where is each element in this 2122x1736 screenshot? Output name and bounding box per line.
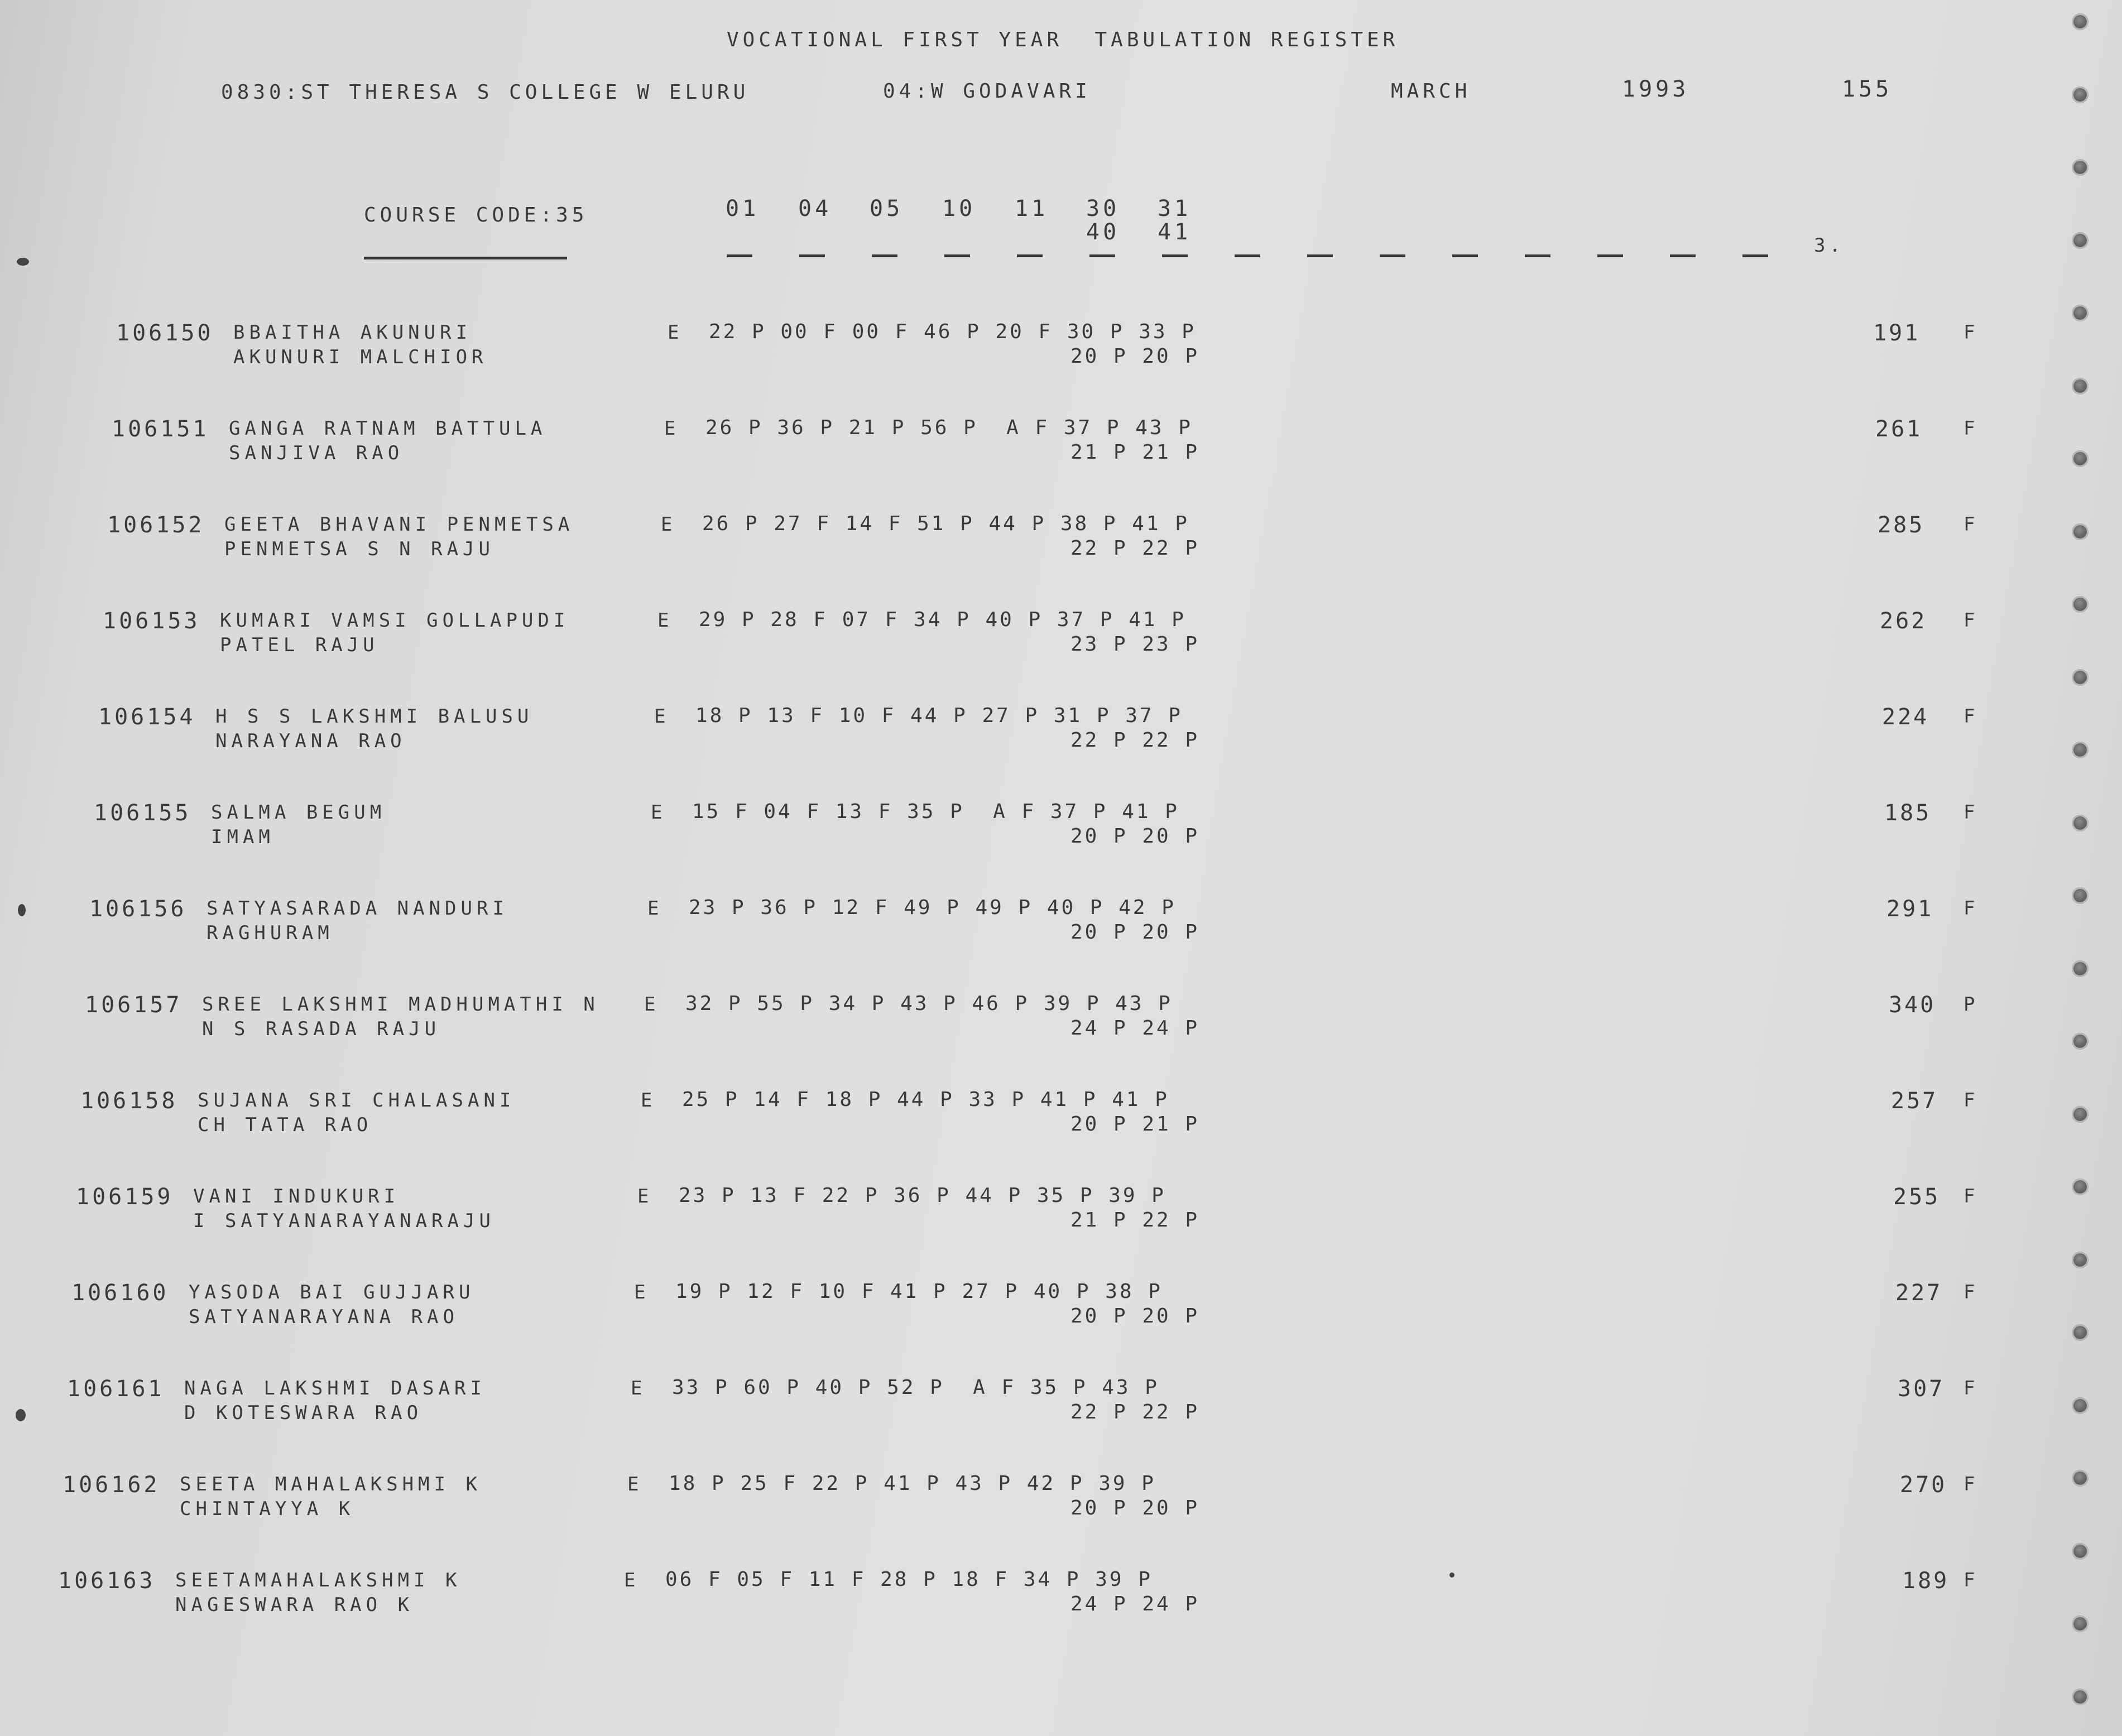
perforation-hole <box>2072 1033 2089 1050</box>
perforation-hole <box>2072 86 2089 103</box>
marks-row-1: 22 P 00 F 00 F 46 P 20 F 30 P 33 P <box>709 320 1196 343</box>
student-row <box>0 896 2009 946</box>
perforation-hole <box>2072 596 2089 613</box>
marks-row-2: 22 P 22 P <box>1070 1401 1200 1424</box>
total-marks: 307 <box>1898 1376 1945 1402</box>
subject-code: 41 <box>1158 219 1192 245</box>
subject-dash <box>727 254 752 257</box>
marks-row-2: 20 P 20 P <box>1070 1497 1200 1519</box>
total-marks: 340 <box>1889 992 1936 1018</box>
marks-row-2: 20 P 20 P <box>1070 825 1200 848</box>
marks-row-2: 24 P 24 P <box>1070 1017 1200 1040</box>
result-status: F <box>1963 1473 1975 1495</box>
exam-month: MARCH <box>1391 80 1471 103</box>
result-status: F <box>1963 801 1975 824</box>
total-marks: 224 <box>1882 704 1929 730</box>
parent-name: D KOTESWARA RAO <box>184 1402 423 1424</box>
perforation-hole <box>2072 1324 2089 1341</box>
total-marks: 261 <box>1875 416 1923 442</box>
medium-code: E <box>668 321 679 344</box>
medium-code: E <box>634 1281 646 1304</box>
subject-dash <box>872 254 897 257</box>
subject-dash <box>1525 254 1550 257</box>
student-name: SREE LAKSHMI MADHUMATHI N <box>202 993 599 1016</box>
perforation-hole <box>2072 815 2089 831</box>
marks-row-2: 20 P 20 P <box>1070 1305 1200 1328</box>
marks-row-2: 23 P 23 P <box>1070 633 1200 656</box>
roll-number: 106158 <box>80 1088 178 1114</box>
subject-code: 31 <box>1158 196 1192 222</box>
subject-dash <box>1597 254 1623 257</box>
roll-number: 106153 <box>103 608 200 634</box>
perforation-hole <box>2072 232 2089 249</box>
student-row <box>0 800 2009 850</box>
roll-number: 106150 <box>116 320 214 346</box>
total-marks: 191 <box>1873 320 1921 346</box>
roll-number: 106152 <box>107 512 205 538</box>
student-name: NAGA LAKSHMI DASARI <box>184 1377 486 1400</box>
perforation-hole <box>2072 1179 2089 1195</box>
student-row <box>0 992 2009 1042</box>
total-marks: 227 <box>1895 1280 1943 1306</box>
roll-number: 106160 <box>71 1280 169 1306</box>
roll-number: 106157 <box>85 992 183 1018</box>
subject-code: 40 <box>1086 219 1120 245</box>
roll-number: 106156 <box>89 896 187 922</box>
marks-row-2: 20 P 21 P <box>1070 1113 1200 1136</box>
roll-number: 106161 <box>67 1376 165 1402</box>
marks-row-1: 23 P 13 F 22 P 36 P 44 P 35 P 39 P <box>679 1184 1166 1207</box>
marks-row-1: 26 P 27 F 14 F 51 P 44 P 38 P 41 P <box>702 512 1189 535</box>
marks-row-2: 21 P 21 P <box>1070 441 1200 464</box>
subject-dash <box>1307 254 1333 257</box>
medium-code: E <box>624 1569 636 1591</box>
student-name: YASODA BAI GUJJARU <box>189 1281 475 1304</box>
result-status: F <box>1963 1185 1975 1208</box>
student-name: GANGA RATNAM BATTULA <box>229 417 547 440</box>
subject-dash <box>1670 254 1696 257</box>
result-status: P <box>1963 993 1975 1016</box>
marks-row-2: 20 P 20 P <box>1070 921 1200 944</box>
medium-code: E <box>647 897 659 920</box>
student-name: VANI INDUKURI <box>193 1185 400 1208</box>
marks-row-1: 18 P 25 F 22 P 41 P 43 P 42 P 39 P <box>669 1472 1156 1495</box>
result-status: F <box>1963 513 1975 536</box>
subject-dash <box>1452 254 1478 257</box>
medium-code: E <box>661 513 673 536</box>
perforation-hole <box>2072 1106 2089 1123</box>
perforation-hole <box>2072 669 2089 686</box>
marks-row-1: 29 P 28 F 07 F 34 P 40 P 37 P 41 P <box>699 608 1186 631</box>
parent-name: SATYANARAYANA RAO <box>189 1306 459 1328</box>
medium-code: E <box>627 1473 639 1495</box>
subject-dash <box>799 254 825 257</box>
result-status: F <box>1963 417 1975 440</box>
total-marks: 189 <box>1902 1568 1950 1594</box>
student-name: SUJANA SRI CHALASANI <box>198 1089 516 1112</box>
subject-code: 05 <box>870 196 904 222</box>
student-row <box>0 512 2009 562</box>
perforation-hole <box>2072 159 2089 176</box>
medium-code: E <box>657 609 669 632</box>
total-marks: 291 <box>1886 896 1934 922</box>
roll-number: 106163 <box>58 1568 156 1594</box>
roll-number: 106162 <box>63 1472 160 1498</box>
marks-row-1: 33 P 60 P 40 P 52 P A F 35 P 43 P <box>672 1376 1159 1399</box>
student-name: KUMARI VAMSI GOLLAPUDI <box>220 609 570 632</box>
parent-name: PENMETSA S N RAJU <box>224 538 495 560</box>
subject-code: 11 <box>1015 196 1049 222</box>
perforation-hole <box>2072 1689 2089 1705</box>
perforation-hole <box>2072 523 2089 540</box>
student-row <box>0 320 2009 371</box>
subject-dash <box>944 254 970 257</box>
student-name: SALMA BEGUM <box>211 801 386 824</box>
page-number: 155 <box>1842 76 1893 102</box>
roll-number: 106159 <box>76 1184 174 1210</box>
student-name: GEETA BHAVANI PENMETSA <box>224 513 574 536</box>
student-name: BBAITHA AKUNURI <box>233 321 472 344</box>
parent-name: N S RASADA RAJU <box>202 1018 441 1040</box>
student-row <box>0 1472 2009 1522</box>
perforation-hole <box>2072 450 2089 467</box>
marks-row-1: 18 P 13 F 10 F 44 P 27 P 31 P 37 P <box>695 704 1183 727</box>
paper-speck <box>1449 1573 1454 1578</box>
register-title: VOCATIONAL FIRST YEAR TABULATION REGISTER <box>727 28 1399 51</box>
total-marks: 262 <box>1880 608 1927 634</box>
subject-dash <box>1017 254 1043 257</box>
marks-row-2: 20 P 20 P <box>1070 345 1200 368</box>
medium-code: E <box>637 1185 649 1208</box>
medium-code: E <box>641 1089 652 1112</box>
student-row <box>0 1088 2009 1138</box>
binding-mark-3 <box>16 1409 26 1421</box>
subject-dash <box>1380 254 1405 257</box>
header-mark-glyph: 3. <box>1814 234 1845 257</box>
marks-row-1: 23 P 36 P 12 F 49 P 49 P 40 P 42 P <box>689 896 1176 919</box>
parent-name: IMAM <box>211 826 275 848</box>
perforation-hole <box>2072 742 2089 758</box>
subject-code: 30 <box>1086 196 1120 222</box>
marks-row-2: 21 P 22 P <box>1070 1209 1200 1232</box>
student-name: H S S LAKSHMI BALUSU <box>215 705 534 728</box>
result-status: F <box>1963 1281 1975 1304</box>
result-status: F <box>1963 705 1975 728</box>
course-code-label: COURSE CODE:35 <box>364 204 588 227</box>
exam-year: 1993 <box>1622 76 1689 102</box>
total-marks: 185 <box>1884 800 1932 826</box>
marks-row-1: 06 F 05 F 11 F 28 P 18 F 34 P 39 P <box>665 1568 1153 1591</box>
parent-name: AKUNURI MALCHIOR <box>233 346 488 368</box>
total-marks: 255 <box>1893 1184 1941 1210</box>
roll-number: 106151 <box>112 416 209 442</box>
student-row <box>0 608 2009 658</box>
parent-name: NAGESWARA RAO K <box>175 1594 414 1616</box>
binding-mark-1 <box>17 258 29 266</box>
medium-code: E <box>664 417 676 440</box>
marks-row-1: 25 P 14 F 18 P 44 P 33 P 41 P 41 P <box>682 1088 1169 1111</box>
parent-name: CHINTAYYA K <box>180 1498 355 1520</box>
result-status: F <box>1963 609 1975 632</box>
perforation-hole <box>2072 887 2089 904</box>
perforation-hole <box>2072 13 2089 30</box>
course-code-underline <box>364 257 567 259</box>
total-marks: 257 <box>1891 1088 1938 1114</box>
subject-code: 01 <box>726 196 760 222</box>
subject-code: 04 <box>798 196 832 222</box>
student-row <box>0 1568 2009 1618</box>
parent-name: I SATYANARAYANARAJU <box>193 1210 495 1232</box>
student-name: SATYASARADA NANDURI <box>207 897 508 920</box>
result-status: F <box>1963 1569 1975 1591</box>
parent-name: CH TATA RAO <box>198 1114 373 1136</box>
marks-row-2: 22 P 22 P <box>1070 537 1200 560</box>
marks-row-2: 22 P 22 P <box>1070 729 1200 752</box>
result-status: F <box>1963 1089 1975 1112</box>
roll-number: 106155 <box>94 800 191 826</box>
subject-dash <box>1235 254 1260 257</box>
binding-mark-2 <box>18 904 26 916</box>
perforation-hole <box>2072 960 2089 977</box>
perforation-hole <box>2072 1397 2089 1414</box>
marks-row-1: 26 P 36 P 21 P 56 P A F 37 P 43 P <box>705 416 1193 439</box>
total-marks: 270 <box>1900 1472 1947 1498</box>
subject-code: 10 <box>942 196 976 222</box>
parent-name: RAGHURAM <box>207 922 334 944</box>
student-row <box>0 1280 2009 1330</box>
parent-name: PATEL RAJU <box>220 634 379 656</box>
perforation-hole <box>2072 1470 2089 1487</box>
student-row <box>0 1184 2009 1234</box>
parent-name: NARAYANA RAO <box>215 730 406 752</box>
medium-code: E <box>651 801 662 824</box>
student-name: SEETA MAHALAKSHMI K <box>180 1473 482 1495</box>
medium-code: E <box>631 1377 642 1400</box>
perforation-hole <box>2072 1543 2089 1560</box>
medium-code: E <box>644 993 656 1016</box>
marks-row-1: 32 P 55 P 34 P 43 P 46 P 39 P 43 P <box>685 992 1173 1015</box>
student-name: SEETAMAHALAKSHMI K <box>175 1569 462 1591</box>
perforation-hole <box>2072 305 2089 321</box>
medium-code: E <box>654 705 666 728</box>
perforation-hole <box>2072 1252 2089 1268</box>
total-marks: 285 <box>1878 512 1925 538</box>
district-label: 04:W GODAVARI <box>883 80 1091 103</box>
perforation-hole <box>2072 1615 2089 1632</box>
marks-row-2: 24 P 24 P <box>1070 1593 1200 1615</box>
student-row <box>0 1376 2009 1426</box>
result-status: F <box>1963 321 1975 344</box>
parent-name: SANJIVA RAO <box>229 442 404 464</box>
college-code-name: 0830:ST THERESA S COLLEGE W ELURU <box>221 81 750 104</box>
marks-row-1: 15 F 04 F 13 F 35 P A F 37 P 41 P <box>692 800 1179 823</box>
result-status: F <box>1963 1377 1975 1400</box>
subject-dash <box>1742 254 1768 257</box>
student-row <box>0 416 2009 467</box>
subject-dash <box>1089 254 1115 257</box>
roll-number: 106154 <box>98 704 196 730</box>
result-status: F <box>1963 897 1975 920</box>
subject-dash <box>1162 254 1188 257</box>
perforation-hole <box>2072 378 2089 395</box>
marks-row-1: 19 P 12 F 10 F 41 P 27 P 40 P 38 P <box>675 1280 1163 1303</box>
student-row <box>0 704 2009 754</box>
